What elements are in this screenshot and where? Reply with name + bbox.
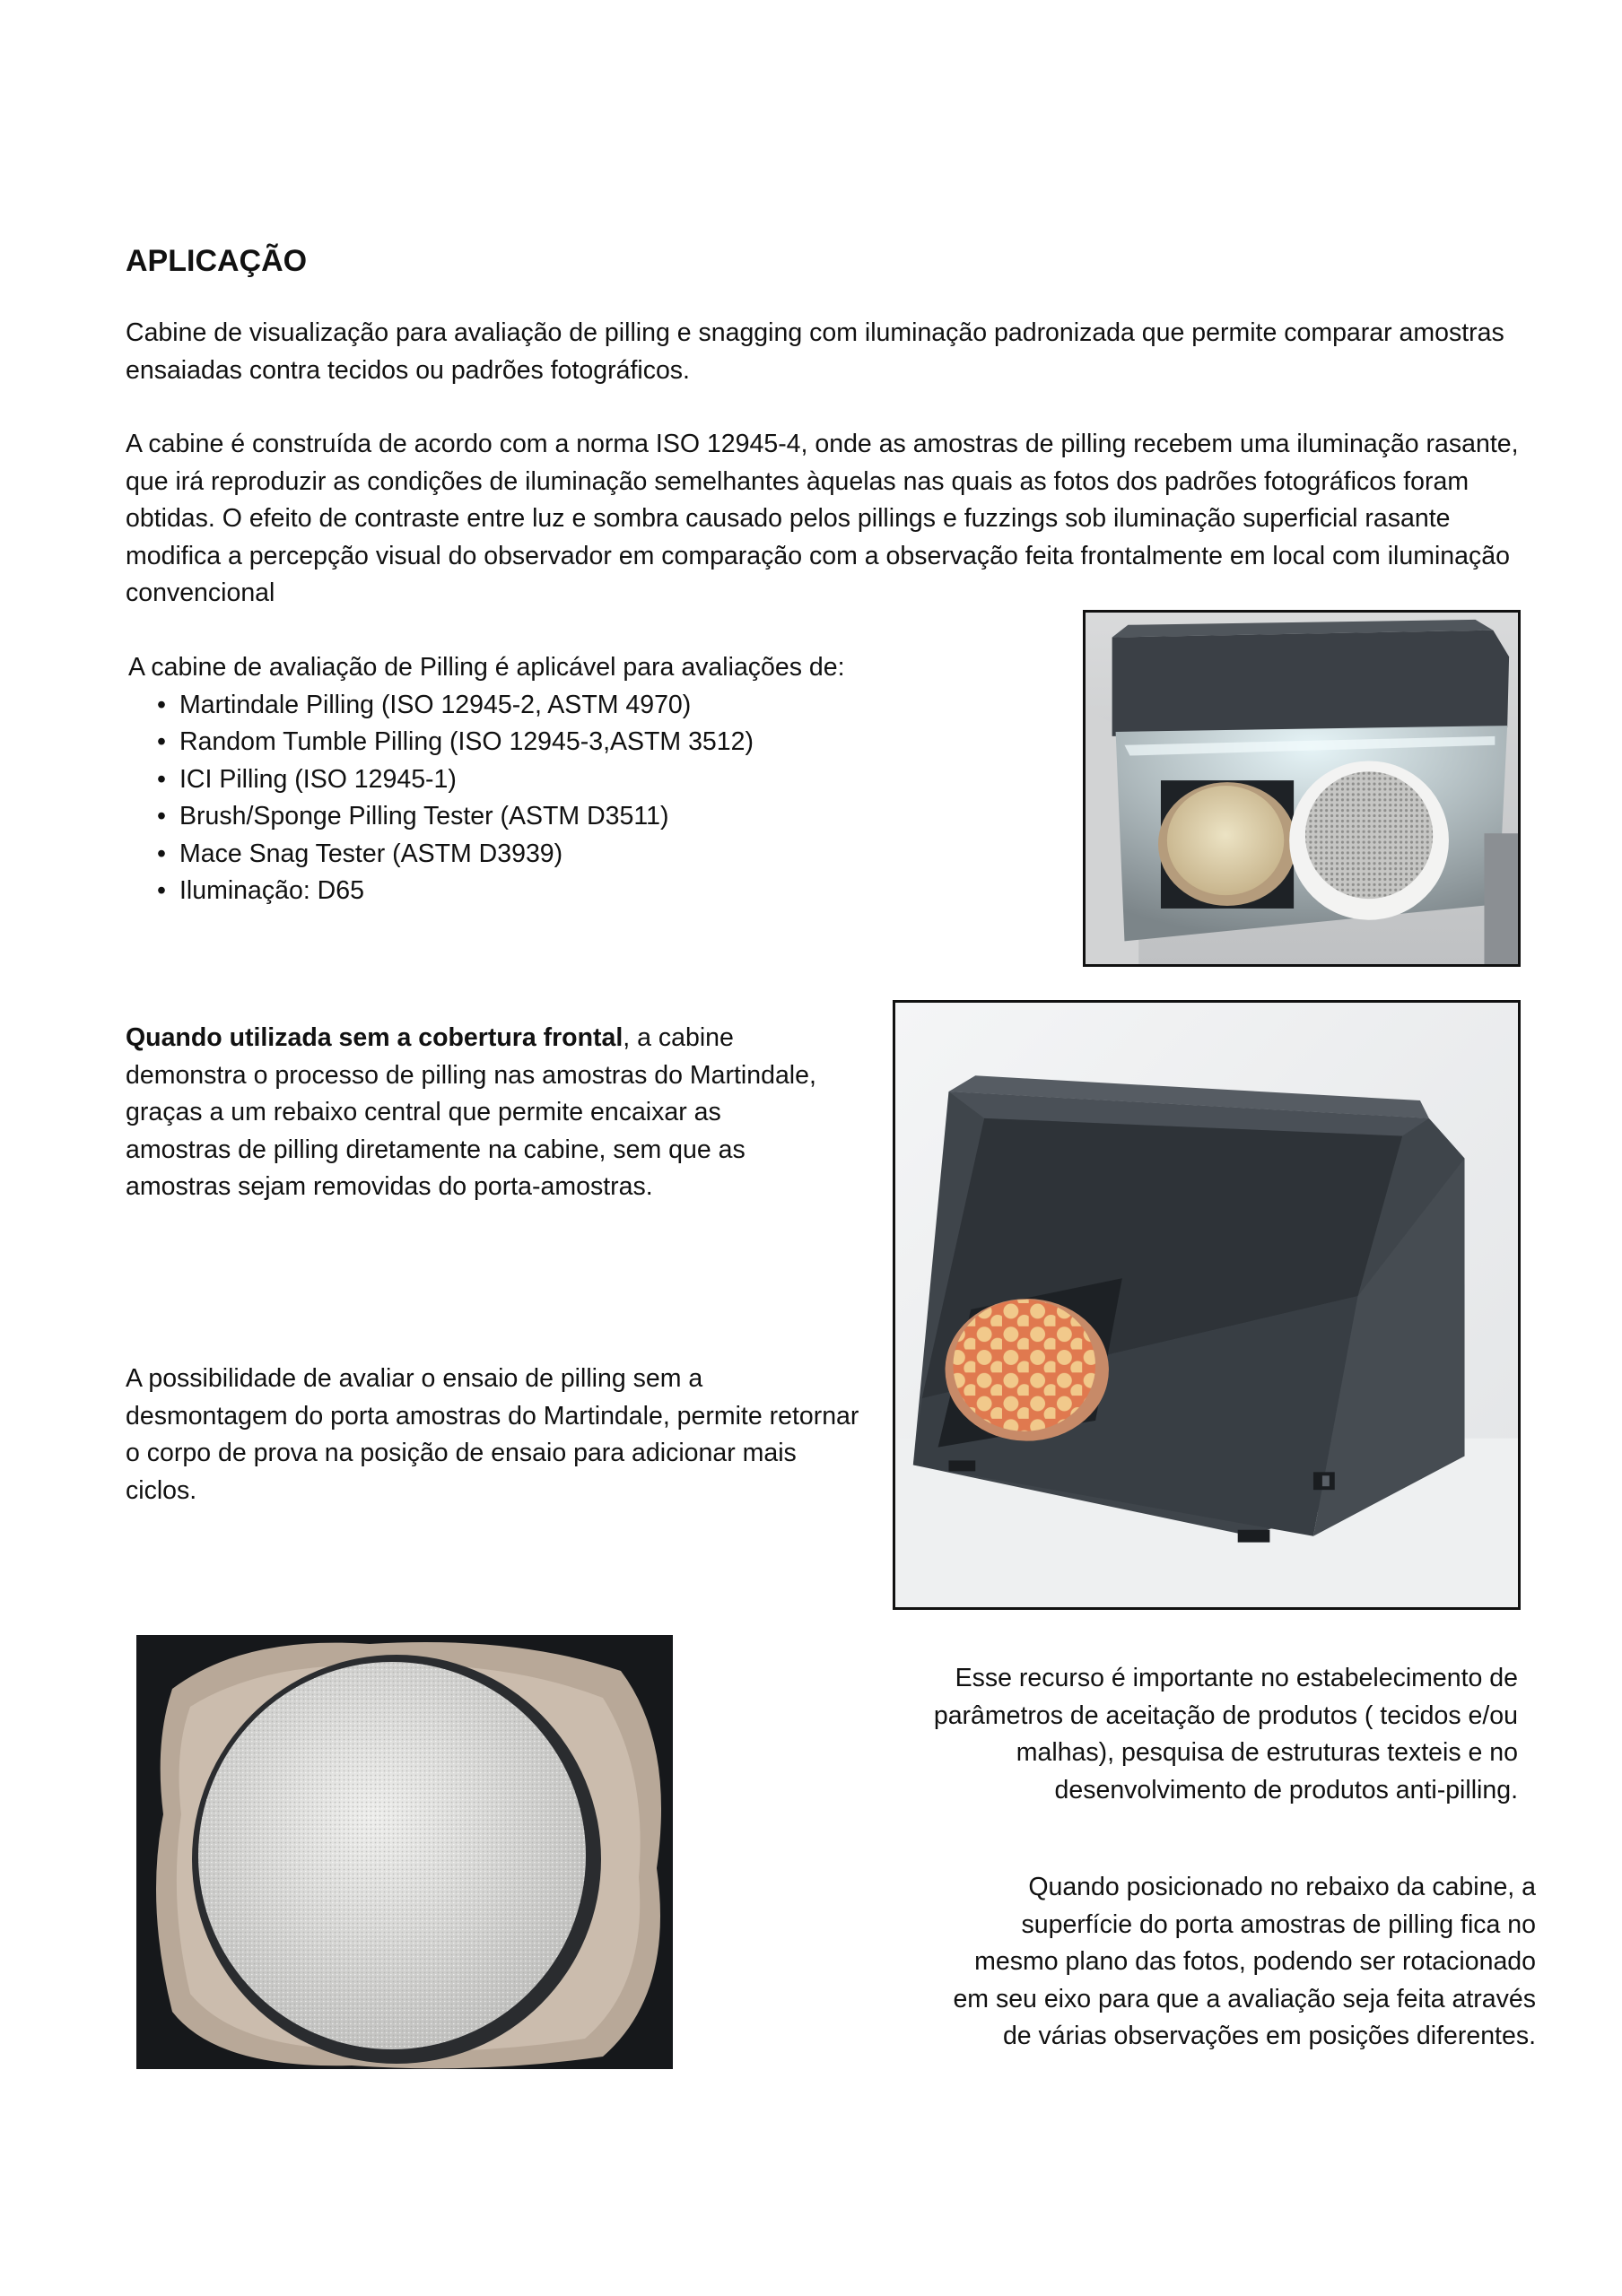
intro-paragraph: Cabine de visualização para avaliação de pilling e snagging com iluminação padronizada que permite comparar amostras ensaiadas contra tecidos ou padrões fotográficos. <box>126 318 1504 385</box>
no-cover-paragraph <box>126 1020 825 1206</box>
applications-section <box>128 649 1025 910</box>
list-item: • Iluminação: D65 <box>128 873 1025 910</box>
resource-paragraph: Esse recurso é importante no estabelecimento de parâmetros de aceitação de produtos ( tecidos e/ou malhas), pesquisa de estruturas texteis e no desenvolvimento de produtos anti-pilling. <box>933 1664 1518 1805</box>
list-item: • Random Tumble Pilling (ISO 12945-3,ASTM 3512) <box>128 724 1025 761</box>
applications-intro: A cabine de avaliação de Pilling é aplicável para avaliações de: <box>128 653 845 682</box>
list-item: • ICI Pilling (ISO 12945-1) <box>128 761 1025 799</box>
cabinet-open-photo <box>893 1000 1521 1610</box>
norma-paragraph: A cabine é construída de acordo com a norma ISO 12945-4, onde as amostras de pilling recebem uma iluminação rasante, que irá reproduzir as condições de iluminação semelhantes àquelas nas quais as fotos dos padrões fotográficos foram obtidas. O efeito de contraste entre luz e sombra causado pelos pillings e fuzzings sob iluminação superficial rasante modifica a percepção visual do observador em comparação com a observação feita frontalmente em local com iluminação convencional <box>126 430 1519 607</box>
positioned-paragraph: Quando posicionado no rebaixo da cabine, a superfície do porta amostras de pilling fica no mesmo plano das fotos, podendo ser rotacionado em seu eixo para que a avaliação seja feita através de várias observações em posições diferentes. <box>953 1873 1536 2050</box>
sample-closeup-photo <box>136 1635 673 2069</box>
no-cover-text: , a cabine demonstra o processo de pilling nas amostras do Martindale, graças a um rebaixo central que permite encaixar as amostras de pilling diretamente na cabine, sem que as amostras sejam removidas do porta-amostras. <box>126 1023 816 1201</box>
list-item: • Mace Snag Tester (ASTM D3939) <box>128 836 1025 874</box>
list-item: • Martindale Pilling (ISO 12945-2, ASTM 4970) <box>128 687 1025 725</box>
cabinet-lit-photo <box>1083 610 1521 967</box>
possibility-paragraph: A possibilidade de avaliar o ensaio de pilling sem a desmontagem do porta amostras do Martindale, permite retornar o corpo de prova na posição de ensaio para adicionar mais ciclos. <box>126 1364 859 1505</box>
no-cover-bold: Quando utilizada sem a cobertura frontal <box>126 1023 624 1052</box>
page-title: APLICAÇÃO <box>126 244 308 278</box>
list-item: • Brush/Sponge Pilling Tester (ASTM D3511) <box>128 798 1025 836</box>
